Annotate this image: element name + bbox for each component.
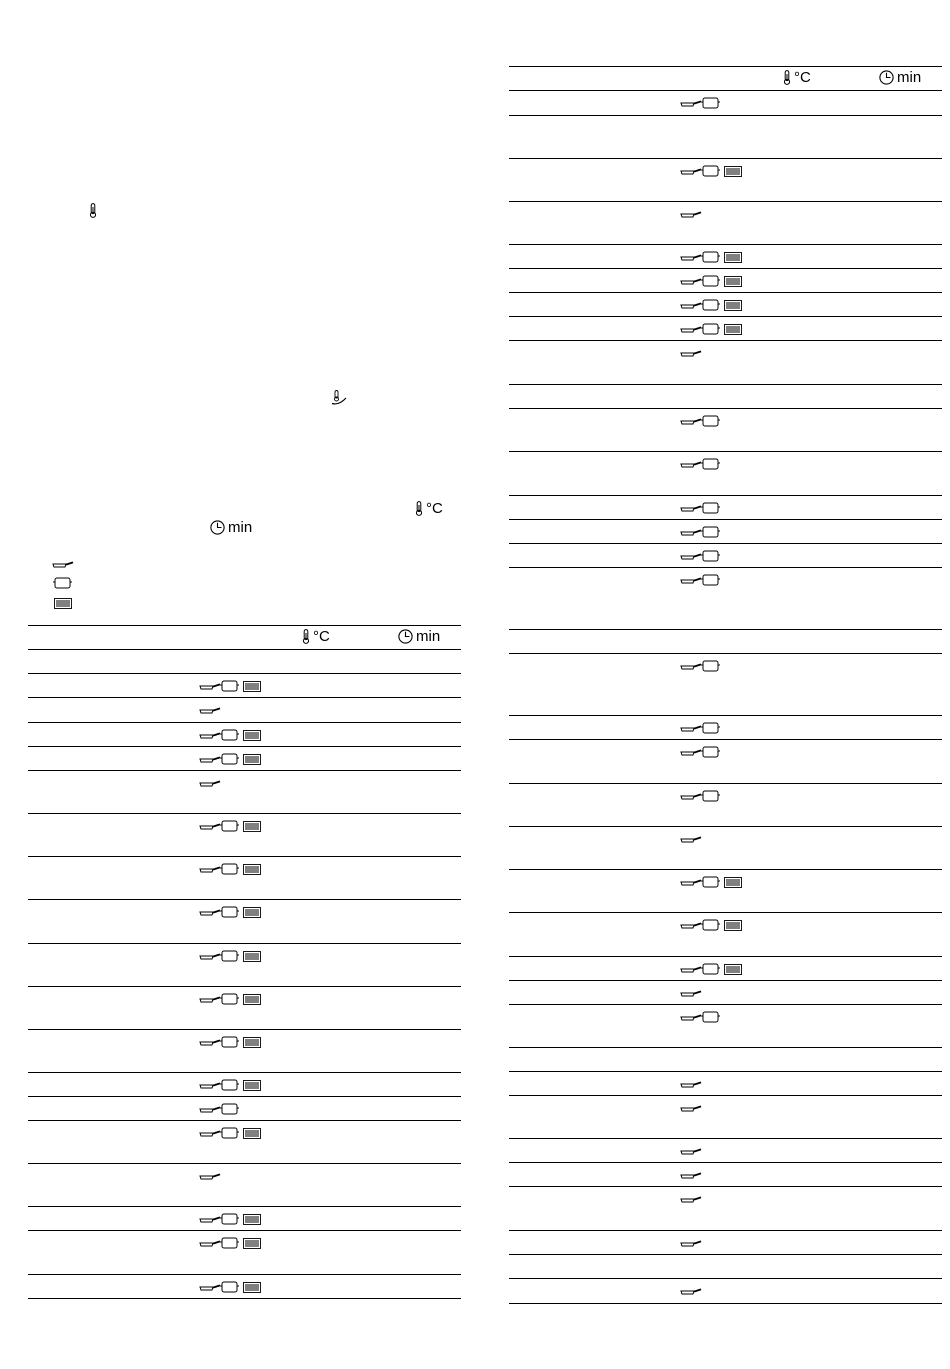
cookware-icon <box>219 950 240 962</box>
pan-icon <box>199 780 221 788</box>
cookware-icon <box>700 526 721 538</box>
temperature-unit: °C <box>426 500 443 517</box>
table-row-rule <box>28 770 461 771</box>
cookware-icon <box>700 660 721 672</box>
table-row-rule <box>509 495 942 496</box>
table-row-rule <box>509 1095 942 1096</box>
grill-rack-icon <box>724 324 742 335</box>
pan-icon <box>199 866 221 874</box>
table-row-rule <box>509 653 942 654</box>
thermometer-icon <box>89 203 97 218</box>
table-row-rule <box>509 543 942 544</box>
table-row-rule <box>28 1120 461 1121</box>
table-row-rule <box>509 292 942 293</box>
table-row-rule <box>509 384 942 385</box>
grill-rack-icon <box>243 754 261 765</box>
pan-icon <box>199 1240 221 1248</box>
cookware-icon <box>700 1011 721 1023</box>
table-row-rule <box>28 697 461 698</box>
grill-rack-icon <box>243 1214 261 1225</box>
table-row-rule <box>28 1274 461 1275</box>
grill-rack-icon <box>243 1238 261 1249</box>
clock-icon <box>879 70 894 85</box>
grill-rack-icon <box>724 920 742 931</box>
pan-icon <box>199 707 221 715</box>
cookware-icon <box>219 680 240 692</box>
cookware-icon <box>219 1103 240 1115</box>
pan-icon <box>680 663 702 671</box>
table-row-rule <box>28 943 461 944</box>
cookware-icon <box>219 820 240 832</box>
pan-icon <box>199 683 221 691</box>
table-row-rule <box>509 519 942 520</box>
thermometer-icon <box>415 501 423 516</box>
pan-icon <box>680 1240 702 1248</box>
cookware-icon <box>700 790 721 802</box>
table-row-rule <box>509 268 942 269</box>
table-row-rule <box>509 244 942 245</box>
time-unit: min <box>897 69 922 86</box>
table-row-rule <box>509 980 942 981</box>
grill-rack-icon <box>243 1037 261 1048</box>
pan-icon <box>199 1173 221 1181</box>
pan-icon <box>680 966 702 974</box>
cookware-icon <box>219 1281 240 1293</box>
cookware-icon <box>700 275 721 287</box>
cookware-icon <box>700 458 721 470</box>
table-row-rule <box>509 201 942 202</box>
table-row-rule <box>509 1278 942 1279</box>
table-row-rule <box>509 912 942 913</box>
grill-rack-icon <box>243 907 261 918</box>
pan-icon <box>680 577 702 585</box>
table-row-rule <box>509 1004 942 1005</box>
meat-probe-icon <box>331 390 347 406</box>
grill-rack-icon <box>243 864 261 875</box>
table-row-rule <box>509 629 942 630</box>
pan-icon <box>680 1288 702 1296</box>
grill-rack-icon <box>243 951 261 962</box>
cookware-icon <box>52 577 73 589</box>
table-row-rule <box>28 1206 461 1207</box>
cookware-icon <box>700 746 721 758</box>
grill-rack-icon <box>724 166 742 177</box>
pan-icon <box>199 823 221 831</box>
table-row-rule <box>509 340 942 341</box>
pan-icon <box>199 1039 221 1047</box>
table-row-rule <box>28 1072 461 1073</box>
pan-icon <box>680 879 702 887</box>
clock-icon <box>210 520 225 535</box>
pan-icon <box>680 278 702 286</box>
pan-icon <box>680 254 702 262</box>
pan-icon <box>680 350 702 358</box>
cookware-icon <box>219 1237 240 1249</box>
table-row-rule <box>28 722 461 723</box>
pan-icon <box>52 561 74 569</box>
table-row-rule <box>28 673 461 674</box>
pan-icon <box>199 1130 221 1138</box>
cookware-icon <box>219 1036 240 1048</box>
table-row-rule <box>28 1298 461 1299</box>
table-row-rule <box>509 869 942 870</box>
table-row-rule <box>28 746 461 747</box>
table-row-rule <box>509 1186 942 1187</box>
clock-icon <box>398 629 413 644</box>
grill-rack-icon <box>243 681 261 692</box>
table-top-rule <box>509 66 942 67</box>
cookware-icon <box>219 1213 240 1225</box>
table-row-rule <box>509 739 942 740</box>
cookware-icon <box>700 323 721 335</box>
table-row-rule <box>28 986 461 987</box>
cookware-icon <box>219 906 240 918</box>
cookware-icon <box>700 722 721 734</box>
table-row-rule <box>28 1230 461 1231</box>
pan-icon <box>680 1196 702 1204</box>
cookware-icon <box>700 963 721 975</box>
table-row-rule <box>509 115 942 116</box>
table-row-rule <box>509 158 942 159</box>
cookware-icon <box>700 876 721 888</box>
pan-icon <box>680 1014 702 1022</box>
table-row-rule <box>28 1163 461 1164</box>
table-row-rule <box>509 715 942 716</box>
temperature-unit: °C <box>794 69 811 86</box>
grill-rack-icon <box>54 598 72 609</box>
pan-icon <box>199 1284 221 1292</box>
cookware-icon <box>219 1079 240 1091</box>
grill-rack-icon <box>724 964 742 975</box>
cookware-icon <box>700 415 721 427</box>
table-row-rule <box>509 316 942 317</box>
column-header-temperature <box>302 628 330 645</box>
cookware-icon <box>219 753 240 765</box>
table-top-rule <box>28 625 461 626</box>
time-unit: min <box>228 519 253 536</box>
grill-rack-icon <box>724 300 742 311</box>
cookware-icon <box>700 299 721 311</box>
table-row-rule <box>509 826 942 827</box>
column-header-time <box>879 69 921 86</box>
grill-rack-icon <box>243 1128 261 1139</box>
pan-icon <box>680 211 702 219</box>
grill-rack-icon <box>724 276 742 287</box>
pan-icon <box>680 553 702 561</box>
cookware-icon <box>700 502 721 514</box>
pan-icon <box>680 418 702 426</box>
table-row-rule <box>28 1096 461 1097</box>
pan-icon <box>680 302 702 310</box>
grill-rack-icon <box>724 252 742 263</box>
table-row-rule <box>509 408 942 409</box>
table-header-rule <box>28 649 461 650</box>
pan-icon <box>680 529 702 537</box>
grill-rack-icon <box>724 877 742 888</box>
table-row-rule <box>509 1071 942 1072</box>
thermometer-icon <box>783 70 791 85</box>
column-header-time <box>398 628 440 645</box>
pan-icon <box>680 749 702 757</box>
table-row-rule <box>28 813 461 814</box>
cookware-icon <box>700 550 721 562</box>
table-row-rule <box>509 1303 942 1304</box>
table-header-rule <box>509 90 942 91</box>
intro-temperature-label <box>415 500 443 517</box>
cookware-icon <box>700 574 721 586</box>
pan-icon <box>680 836 702 844</box>
pan-icon <box>199 953 221 961</box>
pan-icon <box>680 922 702 930</box>
pan-icon <box>680 1148 702 1156</box>
thermometer-icon <box>302 629 310 644</box>
pan-icon <box>680 1105 702 1113</box>
grill-rack-icon <box>243 730 261 741</box>
pan-icon <box>680 990 702 998</box>
grill-rack-icon <box>243 821 261 832</box>
cookware-icon <box>219 863 240 875</box>
table-row-rule <box>509 1047 942 1048</box>
grill-rack-icon <box>243 994 261 1005</box>
cookware-icon <box>219 1127 240 1139</box>
pan-icon <box>199 909 221 917</box>
pan-icon <box>680 100 702 108</box>
cookware-icon <box>700 97 721 109</box>
table-row-rule <box>509 956 942 957</box>
table-row-rule <box>509 1138 942 1139</box>
pan-icon <box>680 793 702 801</box>
pan-icon <box>680 461 702 469</box>
pan-icon <box>680 168 702 176</box>
pan-icon <box>680 1081 702 1089</box>
table-row-rule <box>509 451 942 452</box>
intro-time-label <box>210 519 252 536</box>
cookware-icon <box>219 993 240 1005</box>
table-row-rule <box>509 567 942 568</box>
grill-rack-icon <box>243 1282 261 1293</box>
column-header-temperature <box>783 69 811 86</box>
cookware-icon <box>700 919 721 931</box>
time-unit: min <box>416 628 441 645</box>
table-row-rule <box>28 1029 461 1030</box>
pan-icon <box>199 1082 221 1090</box>
pan-icon <box>680 326 702 334</box>
grill-rack-icon <box>243 1080 261 1091</box>
table-row-rule <box>509 1162 942 1163</box>
table-row-rule <box>28 856 461 857</box>
pan-icon <box>680 505 702 513</box>
temperature-unit: °C <box>313 628 330 645</box>
pan-icon <box>199 1216 221 1224</box>
pan-icon <box>199 732 221 740</box>
cookware-icon <box>700 251 721 263</box>
table-row-rule <box>28 899 461 900</box>
pan-icon <box>199 756 221 764</box>
table-row-rule <box>509 783 942 784</box>
cookware-icon <box>219 729 240 741</box>
cookware-icon <box>700 165 721 177</box>
pan-icon <box>680 725 702 733</box>
pan-icon <box>199 996 221 1004</box>
pan-icon <box>680 1172 702 1180</box>
table-row-rule <box>509 1254 942 1255</box>
pan-icon <box>199 1106 221 1114</box>
table-row-rule <box>509 1230 942 1231</box>
